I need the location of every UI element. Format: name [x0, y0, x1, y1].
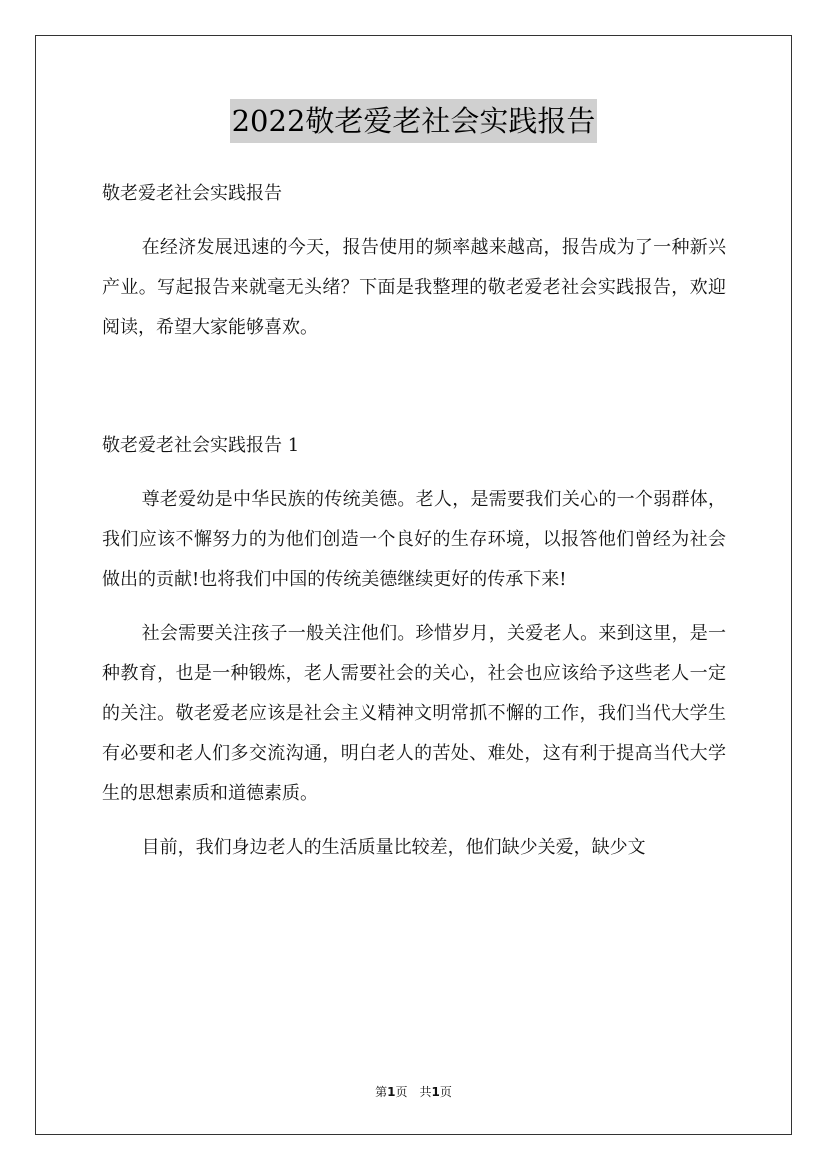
section-heading: 敬老爱老社会实践报告 1 [102, 435, 300, 456]
title-container [0, 99, 827, 143]
document-body [102, 174, 726, 882]
footer-page-prefix: 第 [375, 1085, 388, 1099]
body-paragraph-2: 社会需要关注孩子一般关注他们。珍惜岁月，关爱老人。来到这里，是一种教育，也是一种锻炼，老人需要社会的关心，社会也应该给予这些老人一定的关注。敬老爱老应该是社会主义精神文明常抓不懈的工作，我们当代大学生有必要和老人们多交流沟通，明白老人的苦处、难处，这有利于提高当代大学生的思想素质和道德素质。 [102, 623, 726, 804]
page-footer [0, 1083, 827, 1100]
intro-paragraph: 在经济发展迅速的今天，报告使用的频率越来越高，报告成为了一种新兴产业。写起报告来就毫无头绪？下面是我整理的敬老爱老社会实践报告，欢迎阅读，希望大家能够喜欢。 [102, 237, 726, 338]
footer-total-prefix: 共 [419, 1085, 432, 1099]
footer-page-number: 1 [387, 1085, 396, 1099]
footer-page-suffix: 页 [395, 1085, 408, 1099]
body-paragraph-1: 尊老爱幼是中华民族的传统美德。老人，是需要我们关心的一个弱群体，我们应该不懈努力的为他们创造一个良好的生存环境，以报答他们曾经为社会做出的贡献!也将我们中国的传统美德继续更好的传承下来! [102, 489, 726, 590]
document-subtitle: 敬老爱老社会实践报告 [102, 183, 282, 204]
body-paragraph-3: 目前，我们身边老人的生活质量比较差，他们缺少关爱，缺少文 [141, 837, 646, 858]
document-title: 2022敬老爱老社会实践报告 [230, 99, 598, 143]
footer-total-number: 1 [431, 1085, 440, 1099]
footer-total-suffix: 页 [439, 1085, 452, 1099]
